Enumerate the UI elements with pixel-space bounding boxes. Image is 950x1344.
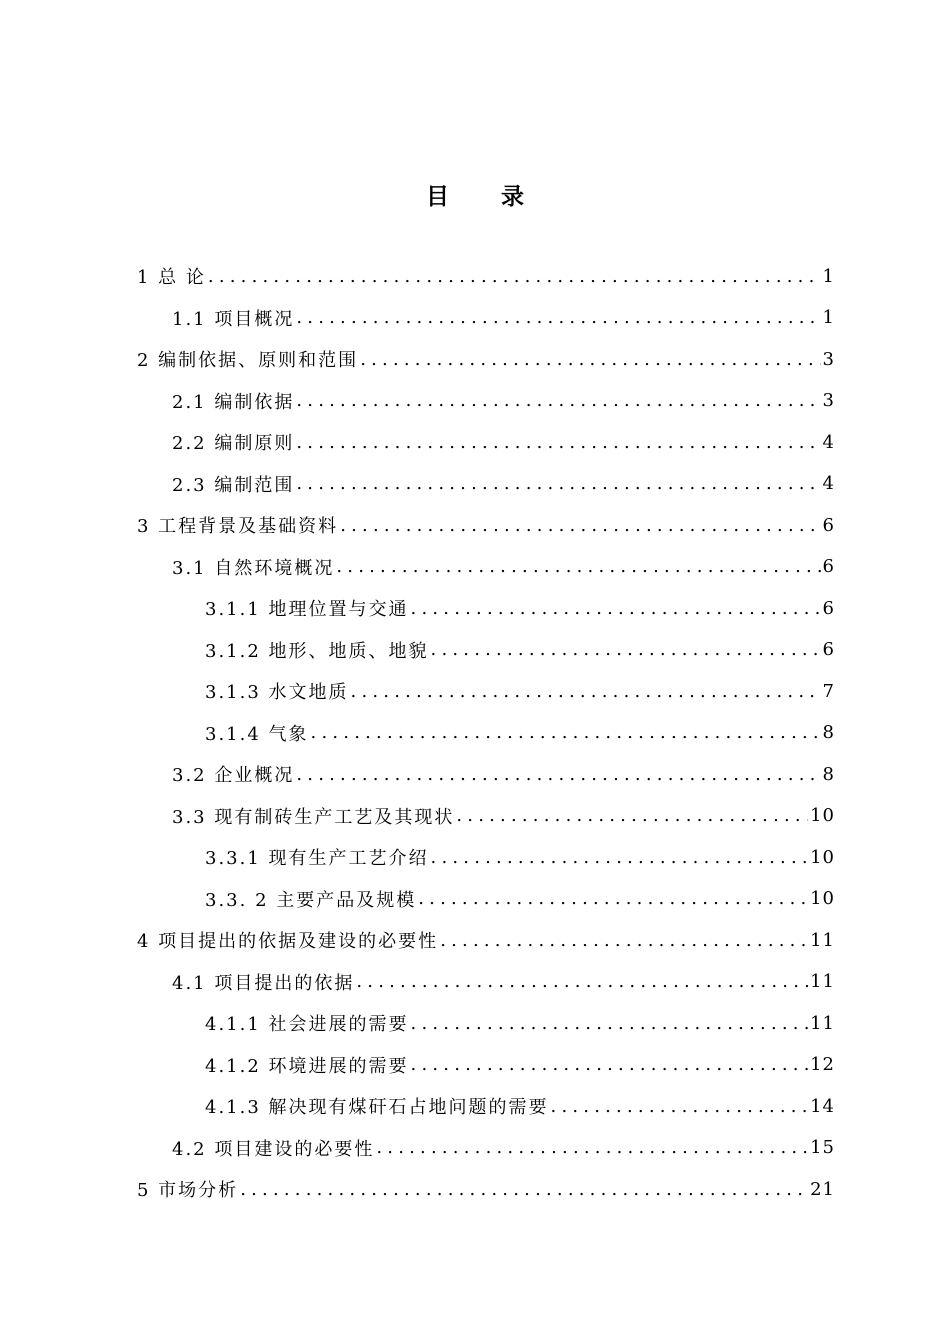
toc-leader-dots (440, 930, 808, 951)
toc-entry-page: 4 (822, 473, 835, 494)
toc-entry-label: 3.1 自然环境概况 (172, 557, 335, 579)
toc-entry[interactable] (172, 422, 835, 462)
toc-leader-dots (240, 1179, 808, 1200)
toc-entry[interactable] (205, 713, 835, 753)
toc-entry-page: 10 (810, 888, 835, 909)
toc-leader-dots (431, 847, 809, 868)
toc-leader-dots (411, 1013, 809, 1034)
toc-entry-page: 11 (810, 929, 835, 951)
toc-entry[interactable] (172, 1128, 835, 1168)
toc-entry-label: 3.3 现有制砖生产工艺及其现状 (172, 806, 455, 828)
toc-leader-dots (360, 349, 820, 370)
toc-leader-dots (208, 266, 821, 287)
toc-leader-dots (456, 805, 808, 826)
toc-entry[interactable] (205, 837, 835, 877)
toc-entry-label: 3.1.4 气象 (205, 723, 309, 745)
toc-entry-label: 4.1 项目提出的依据 (172, 972, 355, 994)
toc-entry-label: 2.3 编制范围 (172, 474, 295, 496)
toc-entry-page: 11 (810, 1012, 835, 1034)
toc-title: 目 录 (425, 184, 546, 210)
toc-entry-page: 4 (822, 431, 835, 453)
toc-entry-label: 4.1.2 环境进展的需要 (205, 1055, 409, 1077)
toc-leader-dots (296, 390, 820, 411)
toc-leader-dots (351, 681, 821, 702)
toc-entry-page: 12 (810, 1054, 835, 1075)
toc-entry[interactable] (205, 671, 835, 711)
toc-entry-page: 7 (822, 680, 835, 702)
toc-entry[interactable] (137, 256, 835, 296)
toc-entry-page: 6 (822, 514, 835, 536)
toc-entry[interactable] (205, 630, 835, 670)
toc-entry-label: 2.1 编制依据 (172, 391, 295, 413)
toc-entry[interactable] (205, 1003, 835, 1043)
toc-entry-page: 6 (822, 639, 835, 660)
toc-leader-dots (340, 515, 820, 536)
toc-entry-label: 3 工程背景及基础资料 (137, 516, 339, 537)
toc-leader-dots (418, 888, 808, 909)
toc-leader-dots (411, 1054, 809, 1075)
toc-entry[interactable] (172, 464, 835, 504)
toc-entry[interactable] (137, 920, 835, 960)
toc-entry-page: 11 (810, 971, 835, 992)
toc-entry-page: 10 (810, 805, 835, 826)
toc-entry-label: 3.2 企业概况 (172, 765, 295, 786)
toc-entry[interactable] (172, 962, 835, 1002)
toc-entry-label: 3.3. 2 主要产品及规模 (205, 889, 417, 911)
toc-entry[interactable] (172, 547, 835, 587)
toc-entry-page: 1 (822, 307, 835, 328)
toc-entry-page: 6 (822, 597, 835, 619)
toc-leader-dots (296, 764, 820, 785)
toc-entry-label: 4 项目提出的依据及建设的必要性 (137, 931, 439, 952)
toc-entry-label: 1.1 项目概况 (172, 308, 295, 330)
toc-entry[interactable] (205, 588, 835, 628)
toc-entry-label: 2 编制依据、原则和范围 (137, 350, 359, 371)
toc-leader-dots (296, 307, 820, 328)
toc-entry-page: 3 (822, 390, 835, 411)
toc-leader-dots (411, 598, 821, 619)
toc-entry[interactable] (172, 754, 835, 794)
toc-entry[interactable] (205, 879, 835, 919)
toc-entry[interactable] (172, 796, 835, 836)
toc-entry-label: 4.2 项目建设的必要性 (172, 1138, 375, 1160)
toc-entry[interactable] (137, 505, 835, 545)
toc-entry-page: 14 (810, 1095, 835, 1117)
toc-entry-page: 6 (822, 556, 835, 577)
toc-leader-dots (376, 1137, 808, 1158)
toc-entry[interactable] (205, 1045, 835, 1085)
toc-leader-dots (336, 556, 820, 577)
toc-entry-label: 4.1.3 解决现有煤矸石占地问题的需要 (205, 1097, 549, 1118)
toc-entry-label: 4.1.1 社会进展的需要 (205, 1014, 409, 1035)
toc-entry-label: 3.1.2 地形、地质、地貌 (205, 640, 429, 662)
toc-entry-page: 21 (810, 1178, 835, 1200)
toc-entry[interactable] (205, 1086, 835, 1126)
toc-entry-label: 3.3.1 现有生产工艺介绍 (205, 848, 429, 869)
toc-entry-label: 2.2 编制原则 (172, 433, 295, 454)
toc-leader-dots (356, 971, 808, 992)
toc-entry[interactable] (172, 381, 835, 421)
toc-entry-label: 3.1.3 水文地质 (205, 682, 349, 703)
toc-entry-label: 5 市场分析 (137, 1180, 239, 1201)
toc-leader-dots (551, 1096, 809, 1117)
toc-entry-page: 3 (822, 348, 835, 370)
toc-entry[interactable] (172, 298, 835, 338)
toc-leader-dots (311, 722, 821, 743)
toc-entry-page: 8 (822, 722, 835, 743)
toc-entry-page: 15 (810, 1137, 835, 1158)
toc-leader-dots (296, 473, 820, 494)
toc-entry[interactable] (137, 1169, 835, 1209)
toc-entry-label: 3.1.1 地理位置与交通 (205, 599, 409, 620)
toc-leader-dots (296, 432, 820, 453)
toc-leader-dots (431, 639, 821, 660)
toc-entry-page: 1 (822, 265, 835, 287)
toc-entry[interactable] (137, 339, 835, 379)
toc-entry-label: 1 总 论 (137, 267, 206, 288)
toc-entry-page: 8 (822, 763, 835, 785)
toc-entry-page: 10 (810, 846, 835, 868)
